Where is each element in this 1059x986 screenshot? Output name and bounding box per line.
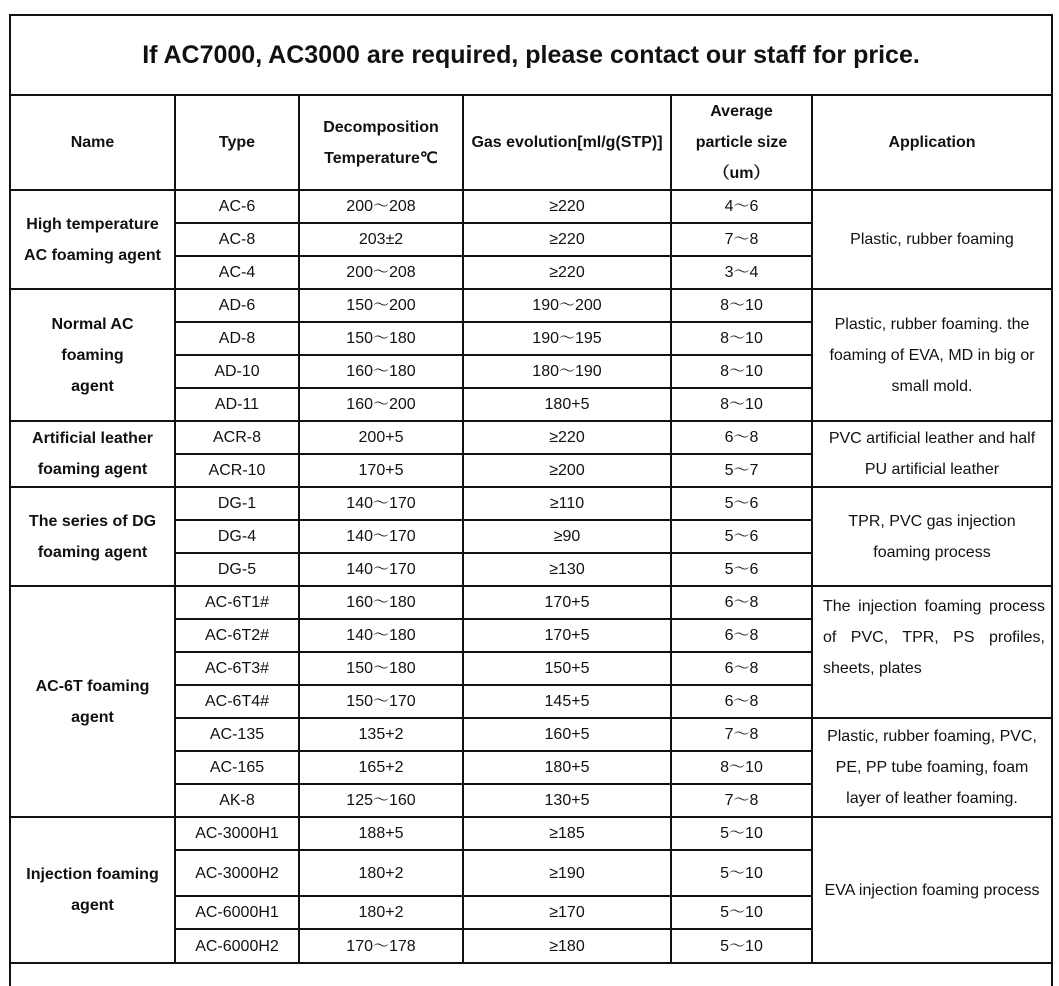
particle-size-cell: 6～8 [671, 586, 812, 619]
gas-evolution-cell: ≥90 [463, 520, 671, 553]
group-name: Normal AC foaming agent [10, 289, 175, 421]
application-cell: PVC artificial leather and half PU artificial leather [812, 421, 1052, 487]
gas-evolution-cell: 160+5 [463, 718, 671, 751]
gas-evolution-cell: 190～195 [463, 322, 671, 355]
gas-evolution-cell: ≥185 [463, 817, 671, 850]
decomposition-temperature-cell: 160～180 [299, 355, 463, 388]
decomposition-temperature-cell: 140～170 [299, 487, 463, 520]
particle-size-cell: 7～8 [671, 718, 812, 751]
type-cell: AC-3000H2 [175, 850, 299, 896]
gas-evolution-cell: 130+5 [463, 784, 671, 817]
particle-size-cell: 6～8 [671, 619, 812, 652]
footer-row [10, 963, 1052, 986]
header-row [10, 95, 1052, 190]
particle-size-cell: 5～10 [671, 896, 812, 929]
particle-size-cell: 5～10 [671, 929, 812, 963]
decomposition-temperature-cell: 150～180 [299, 322, 463, 355]
particle-size-cell: 6～8 [671, 652, 812, 685]
table-row [10, 487, 1052, 520]
decomposition-temperature-cell: 160～180 [299, 586, 463, 619]
particle-size-cell: 8～10 [671, 751, 812, 784]
particle-size-cell: 8～10 [671, 388, 812, 421]
gas-evolution-cell: 190～200 [463, 289, 671, 322]
particle-size-cell: 5～6 [671, 520, 812, 553]
header-type: Type [175, 95, 299, 190]
table-title: If AC7000, AC3000 are required, please contact our staff for price. [10, 15, 1052, 95]
header-particle-size: Average particle size （um） [671, 95, 812, 190]
application-cell: Plastic, rubber foaming. the foaming of EVA, MD in big or small mold. [812, 289, 1052, 421]
gas-evolution-cell: 180+5 [463, 388, 671, 421]
application-cell: EVA injection foaming process [812, 817, 1052, 963]
type-cell: AC-6000H2 [175, 929, 299, 963]
decomposition-temperature-cell: 160～200 [299, 388, 463, 421]
empty-footer-cell [10, 963, 1052, 986]
gas-evolution-cell: 180～190 [463, 355, 671, 388]
table-row [10, 289, 1052, 322]
decomposition-temperature-cell: 165+2 [299, 751, 463, 784]
header-gas-evolution: Gas evolution[ml/g(STP)] [463, 95, 671, 190]
type-cell: AC-6T3# [175, 652, 299, 685]
type-cell: AC-6000H1 [175, 896, 299, 929]
decomposition-temperature-cell: 135+2 [299, 718, 463, 751]
application-cell: Plastic, rubber foaming, PVC, PE, PP tube foaming, foam layer of leather foaming. [812, 718, 1052, 817]
gas-evolution-cell: 145+5 [463, 685, 671, 718]
particle-size-cell: 4～6 [671, 190, 812, 223]
table-row [10, 421, 1052, 454]
decomposition-temperature-cell: 170+5 [299, 454, 463, 487]
gas-evolution-cell: 150+5 [463, 652, 671, 685]
decomposition-temperature-cell: 140～170 [299, 553, 463, 586]
header-application: Application [812, 95, 1052, 190]
gas-evolution-cell: ≥220 [463, 256, 671, 289]
particle-size-cell: 5～7 [671, 454, 812, 487]
group-name: AC-6T foaming agent [10, 586, 175, 817]
decomposition-temperature-cell: 200～208 [299, 256, 463, 289]
decomposition-temperature-cell: 150～200 [299, 289, 463, 322]
decomposition-temperature-cell: 150～180 [299, 652, 463, 685]
decomposition-temperature-cell: 188+5 [299, 817, 463, 850]
particle-size-cell: 7～8 [671, 223, 812, 256]
type-cell: AC-8 [175, 223, 299, 256]
type-cell: AD-11 [175, 388, 299, 421]
gas-evolution-cell: ≥170 [463, 896, 671, 929]
decomposition-temperature-cell: 180+2 [299, 896, 463, 929]
decomposition-temperature-cell: 140～180 [299, 619, 463, 652]
decomposition-temperature-cell: 180+2 [299, 850, 463, 896]
header-name: Name [10, 95, 175, 190]
gas-evolution-cell: ≥110 [463, 487, 671, 520]
particle-size-cell: 8～10 [671, 322, 812, 355]
type-cell: AC-165 [175, 751, 299, 784]
decomposition-temperature-cell: 140～170 [299, 520, 463, 553]
header-decomposition-temperature: Decomposition Temperature℃ [299, 95, 463, 190]
particle-size-cell: 8～10 [671, 289, 812, 322]
table-row [10, 817, 1052, 850]
decomposition-temperature-cell: 200～208 [299, 190, 463, 223]
gas-evolution-cell: 170+5 [463, 619, 671, 652]
product-spec-table [9, 14, 1053, 986]
gas-evolution-cell: ≥130 [463, 553, 671, 586]
group-name: Injection foaming agent [10, 817, 175, 963]
gas-evolution-cell: ≥220 [463, 421, 671, 454]
type-cell: DG-1 [175, 487, 299, 520]
type-cell: AC-3000H1 [175, 817, 299, 850]
type-cell: AC-6T4# [175, 685, 299, 718]
type-cell: AC-6T2# [175, 619, 299, 652]
gas-evolution-cell: ≥190 [463, 850, 671, 896]
gas-evolution-cell: ≥200 [463, 454, 671, 487]
type-cell: DG-4 [175, 520, 299, 553]
particle-size-cell: 3～4 [671, 256, 812, 289]
type-cell: ACR-10 [175, 454, 299, 487]
group-name: High temperature AC foaming agent [10, 190, 175, 289]
type-cell: AC-6 [175, 190, 299, 223]
decomposition-temperature-cell: 150～170 [299, 685, 463, 718]
table-row [10, 190, 1052, 223]
group-name: The series of DG foaming agent [10, 487, 175, 586]
application-cell: Plastic, rubber foaming [812, 190, 1052, 289]
particle-size-cell: 5～10 [671, 850, 812, 896]
particle-size-cell: 5～6 [671, 553, 812, 586]
application-cell: TPR, PVC gas injection foaming process [812, 487, 1052, 586]
decomposition-temperature-cell: 170～178 [299, 929, 463, 963]
particle-size-cell: 5～6 [671, 487, 812, 520]
gas-evolution-cell: ≥220 [463, 190, 671, 223]
type-cell: AD-6 [175, 289, 299, 322]
decomposition-temperature-cell: 200+5 [299, 421, 463, 454]
particle-size-cell: 6～8 [671, 685, 812, 718]
type-cell: AD-8 [175, 322, 299, 355]
table-row [10, 586, 1052, 619]
type-cell: ACR-8 [175, 421, 299, 454]
particle-size-cell: 8～10 [671, 355, 812, 388]
particle-size-cell: 6～8 [671, 421, 812, 454]
type-cell: DG-5 [175, 553, 299, 586]
type-cell: AD-10 [175, 355, 299, 388]
particle-size-cell: 5～10 [671, 817, 812, 850]
application-cell: The injection foaming process of PVC, TPR, PS profiles, sheets, plates [812, 586, 1052, 718]
gas-evolution-cell: ≥220 [463, 223, 671, 256]
gas-evolution-cell: 180+5 [463, 751, 671, 784]
decomposition-temperature-cell: 203±2 [299, 223, 463, 256]
type-cell: AC-4 [175, 256, 299, 289]
particle-size-cell: 7～8 [671, 784, 812, 817]
type-cell: AK-8 [175, 784, 299, 817]
gas-evolution-cell: ≥180 [463, 929, 671, 963]
type-cell: AC-6T1# [175, 586, 299, 619]
type-cell: AC-135 [175, 718, 299, 751]
group-name: Artificial leather foaming agent [10, 421, 175, 487]
decomposition-temperature-cell: 125～160 [299, 784, 463, 817]
gas-evolution-cell: 170+5 [463, 586, 671, 619]
